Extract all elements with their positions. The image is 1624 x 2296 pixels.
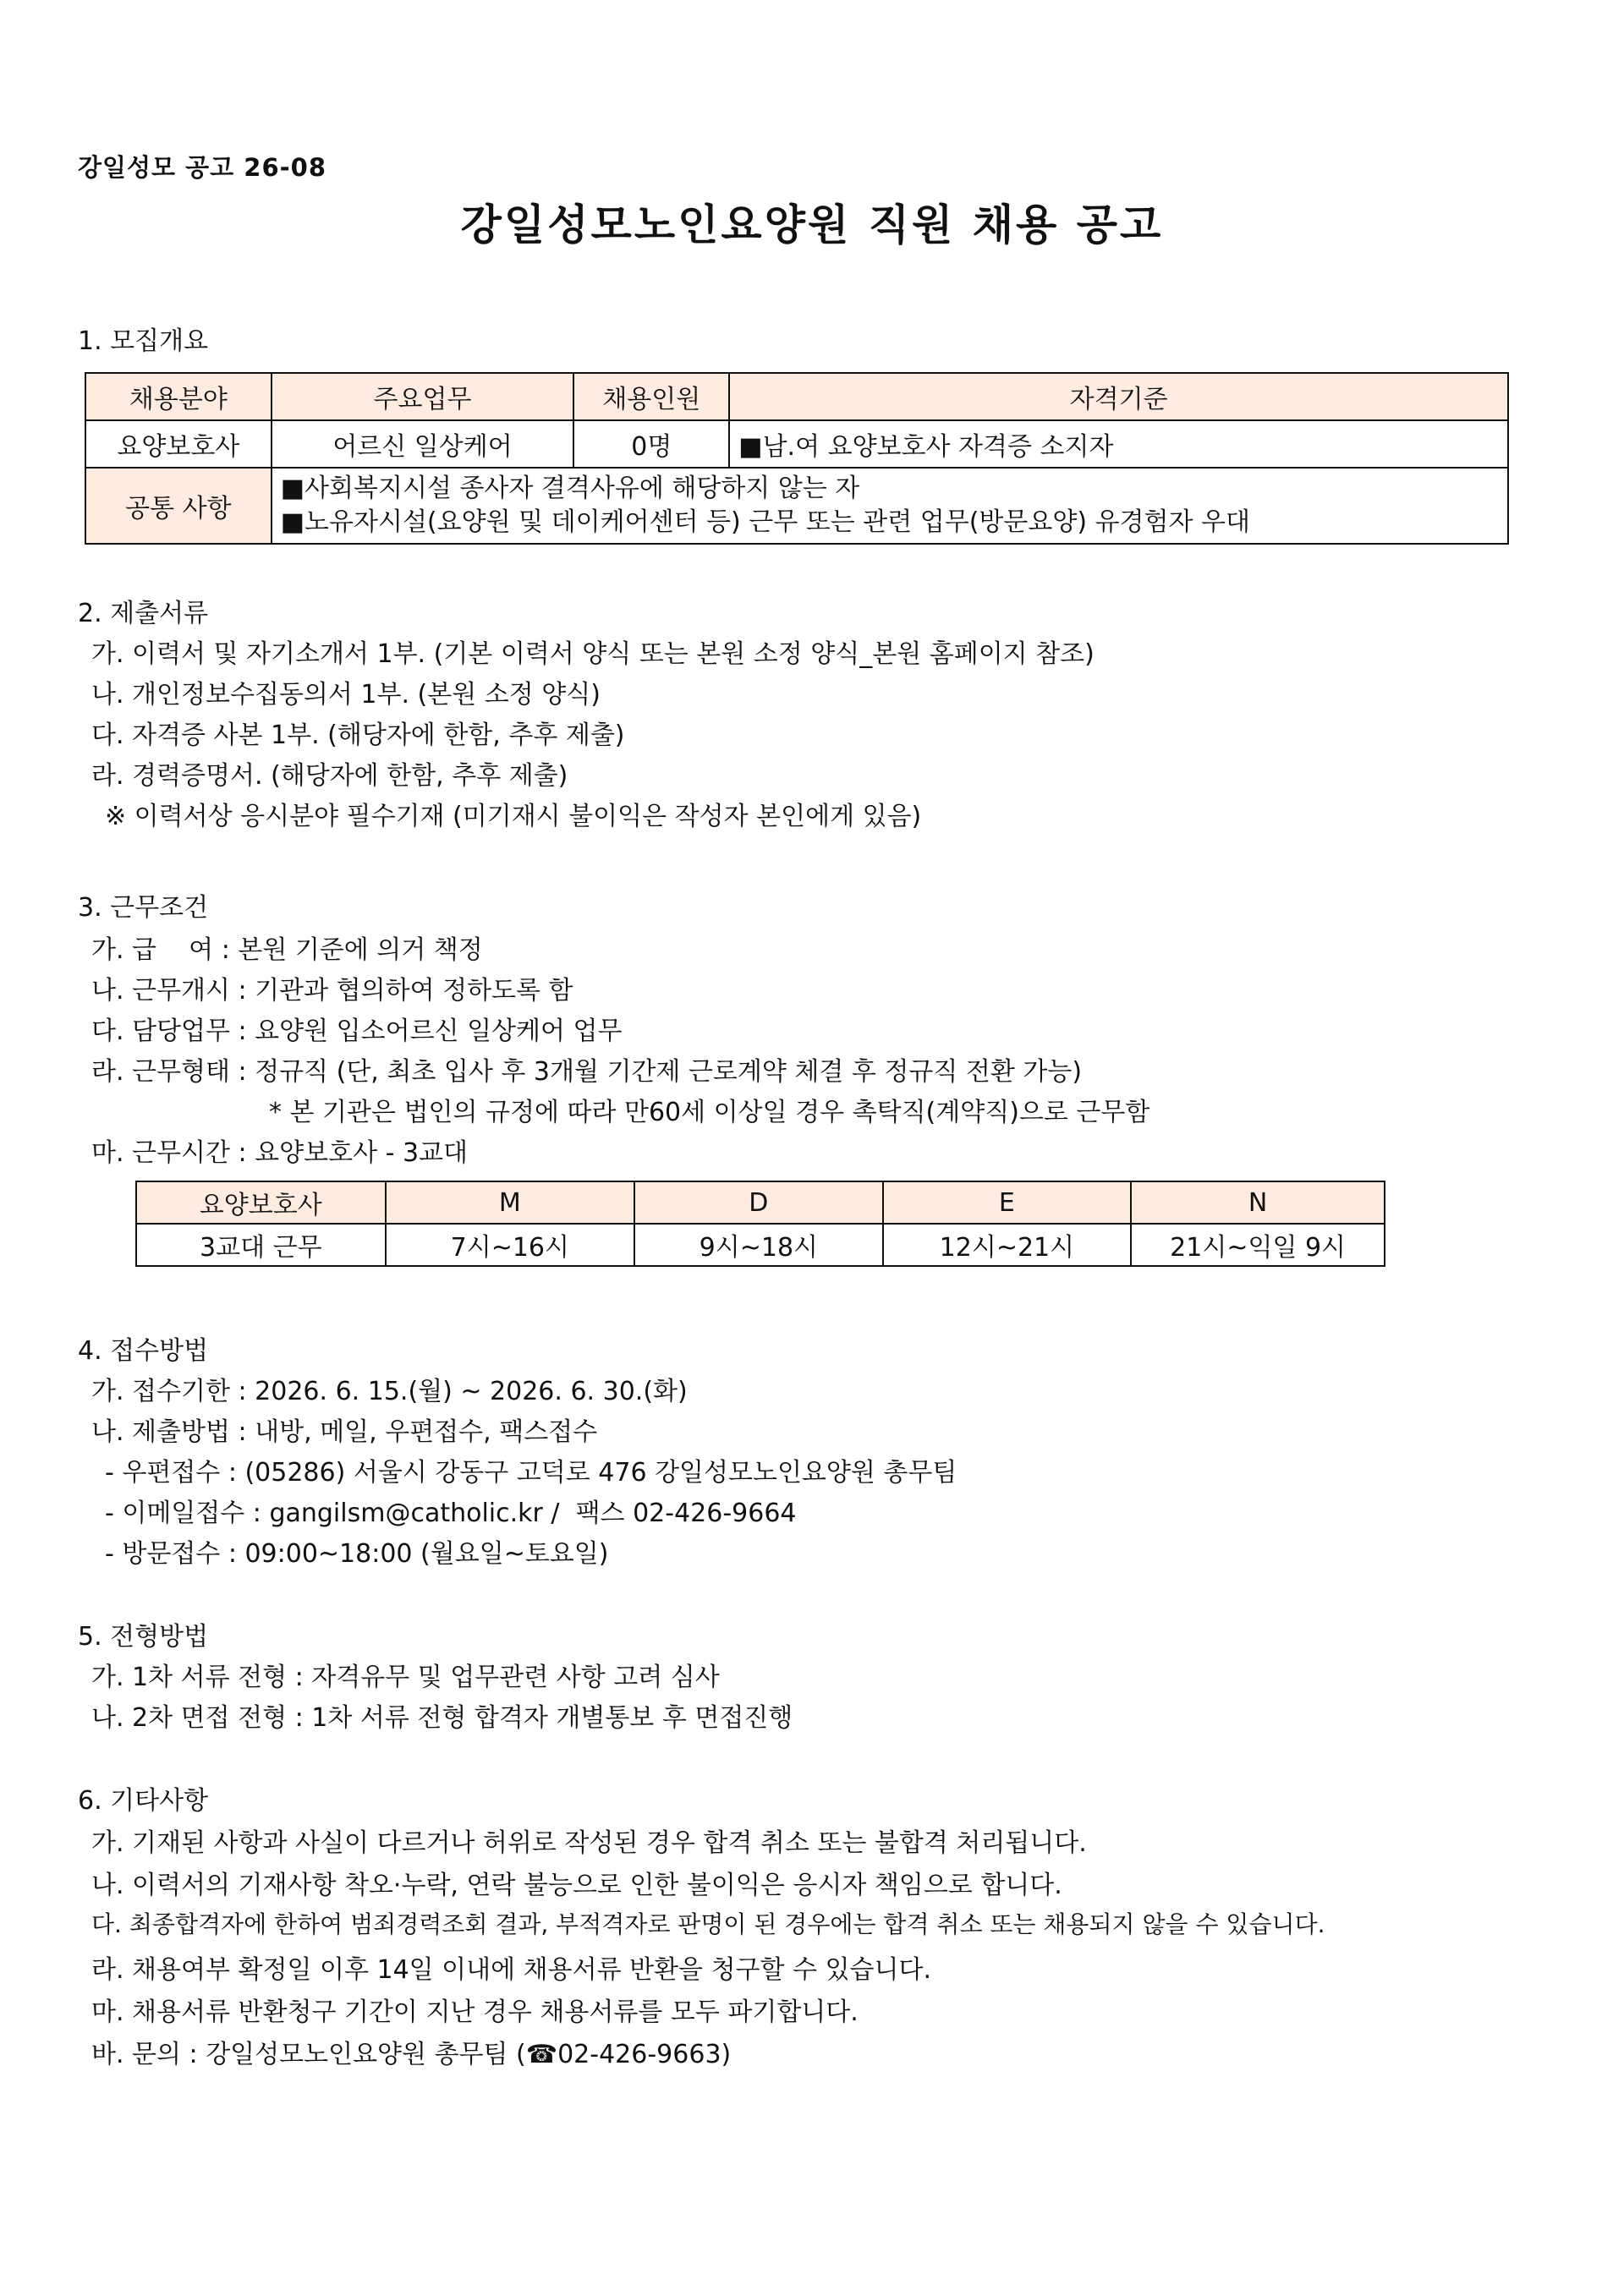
conditions-note: * 본 기관은 법인의 규정에 따라 만60세 이상일 경우 촉탁직(계약직)으로 근무함: [269, 1098, 1150, 1127]
conditions-item: 마. 근무시간 : 요양보호사 - 3교대: [91, 1138, 468, 1168]
selection-item: 나. 2차 면접 전형 : 1차 서류 전형 합격자 개별통보 후 면접진행: [91, 1703, 793, 1733]
documents-item: 나. 개인정보수집동의서 1부. (본원 소정 양식): [91, 680, 601, 710]
shift-cell-n: 21시~익일 9시: [1131, 1224, 1385, 1266]
shift-header-role: 요양보호사: [136, 1181, 386, 1224]
recruit-common-row: [85, 468, 1508, 544]
shift-cell-d: 9시~18시: [634, 1224, 883, 1266]
application-subitem: - 이메일접수 : gangilsm@catholic.kr / 팩스 02-426-9664: [105, 1499, 797, 1528]
section-heading-conditions: 3. 근무조건: [78, 893, 209, 923]
shift-header-m: M: [386, 1181, 635, 1224]
application-item: 나. 제출방법 : 내방, 메일, 우편접수, 팩스접수: [91, 1417, 598, 1447]
recruit-common-content: [272, 468, 1508, 544]
recruit-cell-headcount: 0명: [573, 420, 729, 468]
recruit-table: [85, 372, 1509, 545]
section-heading-misc: 6. 기타사항: [78, 1786, 209, 1816]
shift-cell-m: 7시~16시: [386, 1224, 635, 1266]
application-subitem: - 우편접수 : (05286) 서울시 강동구 고덕로 476 강일성모노인요양원 총무팀: [105, 1458, 957, 1488]
shift-header-d: D: [634, 1181, 883, 1224]
shift-cell-role: 3교대 근무: [136, 1224, 386, 1266]
section-heading-documents: 2. 제출서류: [78, 599, 209, 628]
section-heading-recruit-overview: 1. 모집개요: [78, 326, 209, 356]
section-heading-selection: 5. 전형방법: [78, 1622, 209, 1652]
conditions-item: 라. 근무형태 : 정규직 (단, 최초 입사 후 3개월 기간제 근로계약 체결 후 정규직 전환 가능): [91, 1057, 1083, 1087]
recruit-table-header-row: [85, 373, 1508, 420]
recruit-header-field: 채용분야: [85, 373, 272, 420]
documents-item: 가. 이력서 및 자기소개서 1부. (기본 이력서 양식 또는 본원 소정 양식_본원 홈페이지 참조): [91, 639, 1095, 669]
misc-item: 나. 이력서의 기재사항 착오·누락, 연락 불능으로 인한 불이익은 응시자 책임으로 합니다.: [91, 1871, 1062, 1900]
recruit-common-label: 공통 사항: [85, 468, 272, 544]
misc-item: 가. 기재된 사항과 사실이 다르거나 허위로 작성된 경우 합격 취소 또는 불합격 처리됩니다.: [91, 1828, 1087, 1858]
conditions-item: 가. 급 여 : 본원 기준에 의거 책정: [91, 935, 483, 965]
shift-table-row: [136, 1224, 1385, 1266]
shift-cell-e: 12시~21시: [883, 1224, 1132, 1266]
misc-item: 다. 최종합격자에 한하여 범죄경력조회 결과, 부적격자로 판명이 된 경우에는 합격 취소 또는 채용되지 않을 수 있습니다.: [91, 1910, 1325, 1938]
shift-header-e: E: [883, 1181, 1132, 1224]
recruit-table-row: [85, 420, 1508, 468]
section-heading-application: 4. 접수방법: [78, 1336, 209, 1366]
documents-item: 라. 경력증명서. (해당자에 한함, 추후 제출): [91, 761, 568, 791]
recruit-cell-field: 요양보호사: [85, 420, 272, 468]
shift-table-header-row: [136, 1181, 1385, 1224]
recruit-cell-qualification: ■남.여 요양보호사 자격증 소지자: [729, 420, 1508, 468]
conditions-item: 다. 담당업무 : 요양원 입소어르신 일상케어 업무: [91, 1016, 623, 1046]
recruit-header-headcount: 채용인원: [573, 373, 729, 420]
recruit-common-item: ■노유자시설(요양원 및 데이케어센터 등) 근무 또는 관련 업무(방문요양) 유경험자 우대: [280, 507, 1250, 537]
recruit-common-item: ■사회복지시설 종사자 결격사유에 해당하지 않는 자: [280, 474, 860, 503]
selection-item: 가. 1차 서류 전형 : 자격유무 및 업무관련 사항 고려 심사: [91, 1663, 720, 1692]
shift-table: [135, 1181, 1385, 1267]
application-subitem: - 방문접수 : 09:00~18:00 (월요일~토요일): [105, 1539, 609, 1569]
recruit-cell-duty: 어르신 일상케어: [272, 420, 574, 468]
misc-contact: 바. 문의 : 강일성모노인요양원 총무팀 (☎02-426-9663): [91, 2040, 732, 2069]
misc-item: 마. 채용서류 반환청구 기간이 지난 경우 채용서류를 모두 파기합니다.: [91, 1997, 859, 2027]
recruit-header-qualification: 자격기준: [729, 373, 1508, 420]
documents-note: ※ 이력서상 응시분야 필수기재 (미기재시 불이익은 작성자 본인에게 있음): [105, 802, 922, 831]
page-title: 강일성모노인요양원 직원 채용 공고: [460, 200, 1164, 249]
documents-item: 다. 자격증 사본 1부. (해당자에 한함, 추후 제출): [91, 721, 625, 750]
recruit-header-duty: 주요업무: [272, 373, 574, 420]
misc-item: 라. 채용여부 확정일 이후 14일 이내에 채용서류 반환을 청구할 수 있습니다.: [91, 1955, 932, 1985]
shift-header-n: N: [1131, 1181, 1385, 1224]
conditions-item: 나. 근무개시 : 기관과 협의하여 정하도록 함: [91, 976, 573, 1006]
notice-number: 강일성모 공고 26-08: [78, 153, 327, 182]
application-item: 가. 접수기한 : 2026. 6. 15.(월) ~ 2026. 6. 30.(화): [91, 1377, 688, 1406]
